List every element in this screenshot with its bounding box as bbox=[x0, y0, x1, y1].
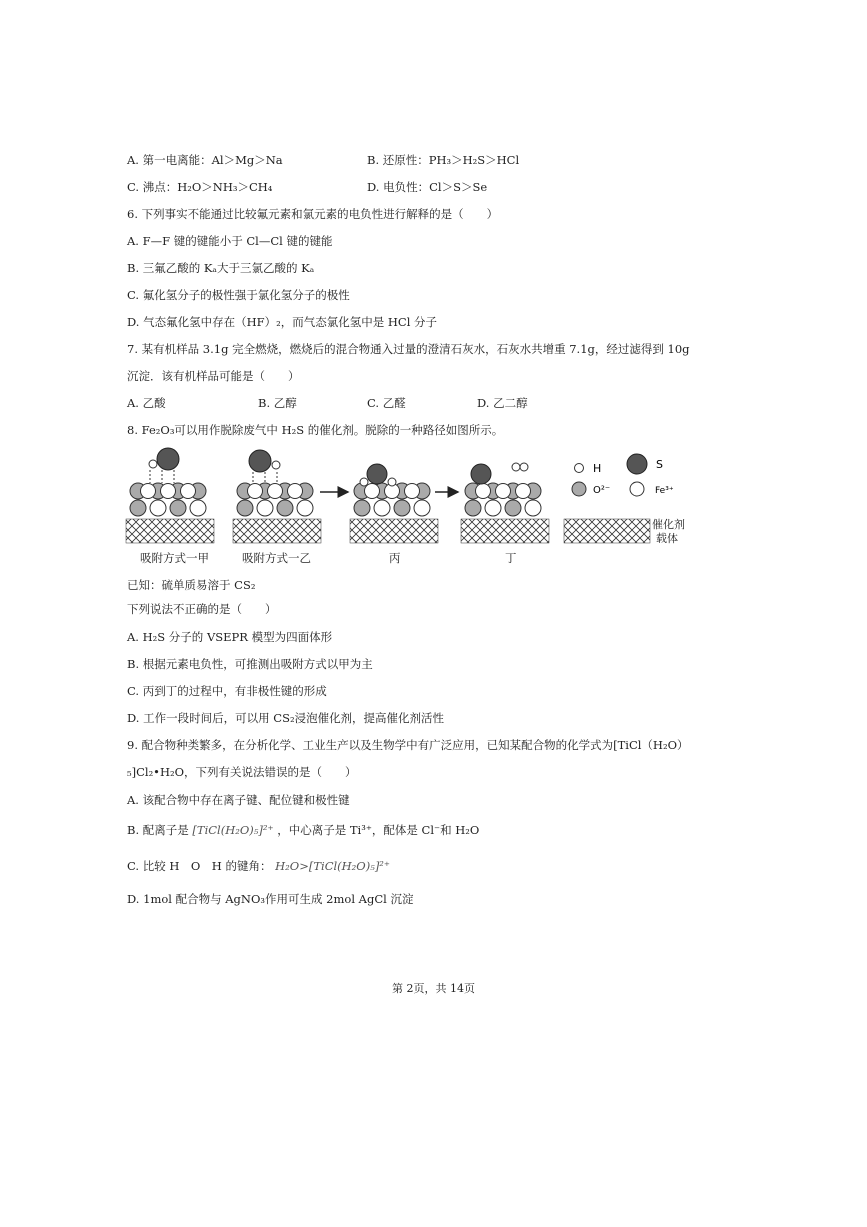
q6-option-a: A. F—F 键的键能小于 Cl—Cl 键的键能 bbox=[127, 234, 333, 248]
q9-option-d: D. 1mol 配合物与 AgNO₃作用可生成 2mol AgCl 沉淀 bbox=[127, 892, 414, 906]
o-ion bbox=[505, 500, 521, 516]
o-ion bbox=[354, 500, 370, 516]
fe-ion bbox=[485, 500, 501, 516]
q5-option-b: B. 还原性：PH₃＞H₂S＞HCl bbox=[367, 153, 520, 167]
legend-fe-label: Fe³⁺ bbox=[655, 486, 674, 496]
legend-fe-swatch bbox=[630, 482, 644, 496]
caption-catalyst: 催化剂 bbox=[652, 518, 685, 531]
q7-option-a: A. 乙酸 bbox=[127, 396, 166, 410]
o-ion bbox=[130, 500, 146, 516]
legend-h-swatch bbox=[575, 464, 584, 473]
fe-ion bbox=[141, 484, 156, 499]
fe-ion bbox=[476, 484, 491, 499]
q7-option-d: D. 乙二醇 bbox=[477, 396, 528, 410]
h-atom bbox=[360, 478, 368, 486]
legend-support-swatch bbox=[564, 519, 650, 543]
fe-ion bbox=[190, 500, 206, 516]
caption-bing: 丙 bbox=[389, 551, 401, 565]
fe-ion bbox=[150, 500, 166, 516]
q6-option-d: D. 气态氟化氢中存在（HF）₂，而气态氯化氢中是 HCl 分子 bbox=[127, 315, 438, 329]
q5-option-c: C. 沸点：H₂O＞NH₃＞CH₄ bbox=[127, 180, 273, 194]
q9-option-b-prefix: B. 配离子是 bbox=[127, 823, 189, 837]
q9-option-c-formula: H₂O>[TiCl(H₂O)₅]²⁺ bbox=[275, 859, 390, 873]
caption-jia: 吸附方式一甲 bbox=[140, 551, 209, 565]
fe-ion bbox=[257, 500, 273, 516]
fe-ion bbox=[525, 500, 541, 516]
q8-option-b: B. 根据元素电负性，可推测出吸附方式以甲为主 bbox=[127, 657, 373, 671]
o-ion bbox=[170, 500, 186, 516]
q8-known: 已知：硫单质易溶于 CS₂ bbox=[127, 578, 256, 592]
legend-o-label: O²⁻ bbox=[593, 485, 611, 496]
caption-yi: 吸附方式一乙 bbox=[242, 551, 311, 565]
q7-stem-line2: 沉淀．该有机样品可能是（ ） bbox=[127, 369, 300, 383]
q8-option-c: C. 丙到丁的过程中，有非极性键的形成 bbox=[127, 684, 327, 698]
fe-ion bbox=[516, 484, 531, 499]
q6-option-b: B. 三氟乙酸的 Kₐ大于三氯乙酸的 Kₐ bbox=[127, 261, 315, 275]
s-atom bbox=[249, 450, 271, 472]
support-block bbox=[233, 519, 321, 543]
q9-option-b-suffix: ，中心离子是 Ti³⁺，配体是 Cl⁻和 H₂O bbox=[277, 823, 480, 837]
fe-ion bbox=[297, 500, 313, 516]
h-atom bbox=[512, 463, 520, 471]
q8-option-d: D. 工作一段时间后，可以用 CS₂浸泡催化剂，提高催化剂活性 bbox=[127, 711, 445, 725]
q9-option-c-prefix: C. 比较 H O H 的键角： bbox=[127, 859, 272, 873]
o-ion bbox=[394, 500, 410, 516]
q9-option-b bbox=[127, 822, 479, 838]
q7-option-b: B. 乙醇 bbox=[258, 396, 297, 410]
legend-s-label: S bbox=[656, 458, 663, 471]
q5-option-a: A. 第一电离能：Al＞Mg＞Na bbox=[127, 153, 283, 167]
fe-ion bbox=[288, 484, 303, 499]
fe-ion bbox=[161, 484, 176, 499]
fe-ion bbox=[496, 484, 511, 499]
o-ion bbox=[277, 500, 293, 516]
fe-ion bbox=[268, 484, 283, 499]
h-atom bbox=[520, 463, 528, 471]
q9-stem-line1: 9. 配合物种类繁多，在分析化学、工业生产以及生物学中有广泛应用，已知某配合物的化学式为[TiCl（H₂O） bbox=[127, 738, 689, 752]
fe-ion bbox=[405, 484, 420, 499]
caption-ding: 丁 bbox=[505, 551, 517, 565]
q9-option-a: A. 该配合物中存在离子键、配位键和极性键 bbox=[127, 793, 350, 807]
legend-s-swatch bbox=[627, 454, 647, 474]
q8-option-a: A. H₂S 分子的 VSEPR 模型为四面体形 bbox=[127, 630, 333, 644]
s-atom bbox=[367, 464, 387, 484]
h-atom bbox=[149, 460, 157, 468]
q9-option-c bbox=[127, 858, 390, 874]
fe-ion bbox=[374, 500, 390, 516]
o-ion bbox=[237, 500, 253, 516]
support-block bbox=[461, 519, 549, 543]
s-atom bbox=[471, 464, 491, 484]
s-atom bbox=[157, 448, 179, 470]
fe-ion bbox=[414, 500, 430, 516]
legend-h-label: H bbox=[593, 462, 602, 475]
q9-stem-line2: ₅]Cl₂•H₂O，下列有关说法错误的是（ ） bbox=[127, 765, 357, 779]
q8-ask: 下列说法不正确的是（ ） bbox=[127, 602, 277, 616]
q9-option-b-formula: [TiCl(H₂O)₅]²⁺ bbox=[192, 823, 274, 837]
page-footer: 第 2页，共 14页 bbox=[392, 982, 475, 995]
legend-o-swatch bbox=[572, 482, 586, 496]
h-atom bbox=[272, 461, 280, 469]
q6-option-c: C. 氟化氢分子的极性强于氯化氢分子的极性 bbox=[127, 288, 350, 302]
q8-stem: 8. Fe₂O₃可以用作脱除废气中 H₂S 的催化剂。脱除的一种路径如图所示。 bbox=[127, 423, 504, 437]
fe-ion bbox=[181, 484, 196, 499]
q5-option-d: D. 电负性：Cl＞S＞Se bbox=[367, 180, 488, 194]
q6-stem: 6. 下列事实不能通过比较氟元素和氯元素的电负性进行解释的是（ ） bbox=[127, 207, 499, 221]
fe-ion bbox=[365, 484, 380, 499]
support-block bbox=[126, 519, 214, 543]
catalyst-pathway-diagram bbox=[120, 442, 720, 552]
q7-option-c: C. 乙醛 bbox=[367, 396, 406, 410]
fe-ion bbox=[248, 484, 263, 499]
o-ion bbox=[465, 500, 481, 516]
h-atom bbox=[388, 478, 396, 486]
caption-support: 载体 bbox=[656, 532, 678, 545]
q7-stem-line1: 7. 某有机样品 3.1g 完全燃烧，燃烧后的混合物通入过量的澄清石灰水，石灰水共增重 7.1g，经过滤得到 10g bbox=[127, 342, 690, 356]
support-block bbox=[350, 519, 438, 543]
